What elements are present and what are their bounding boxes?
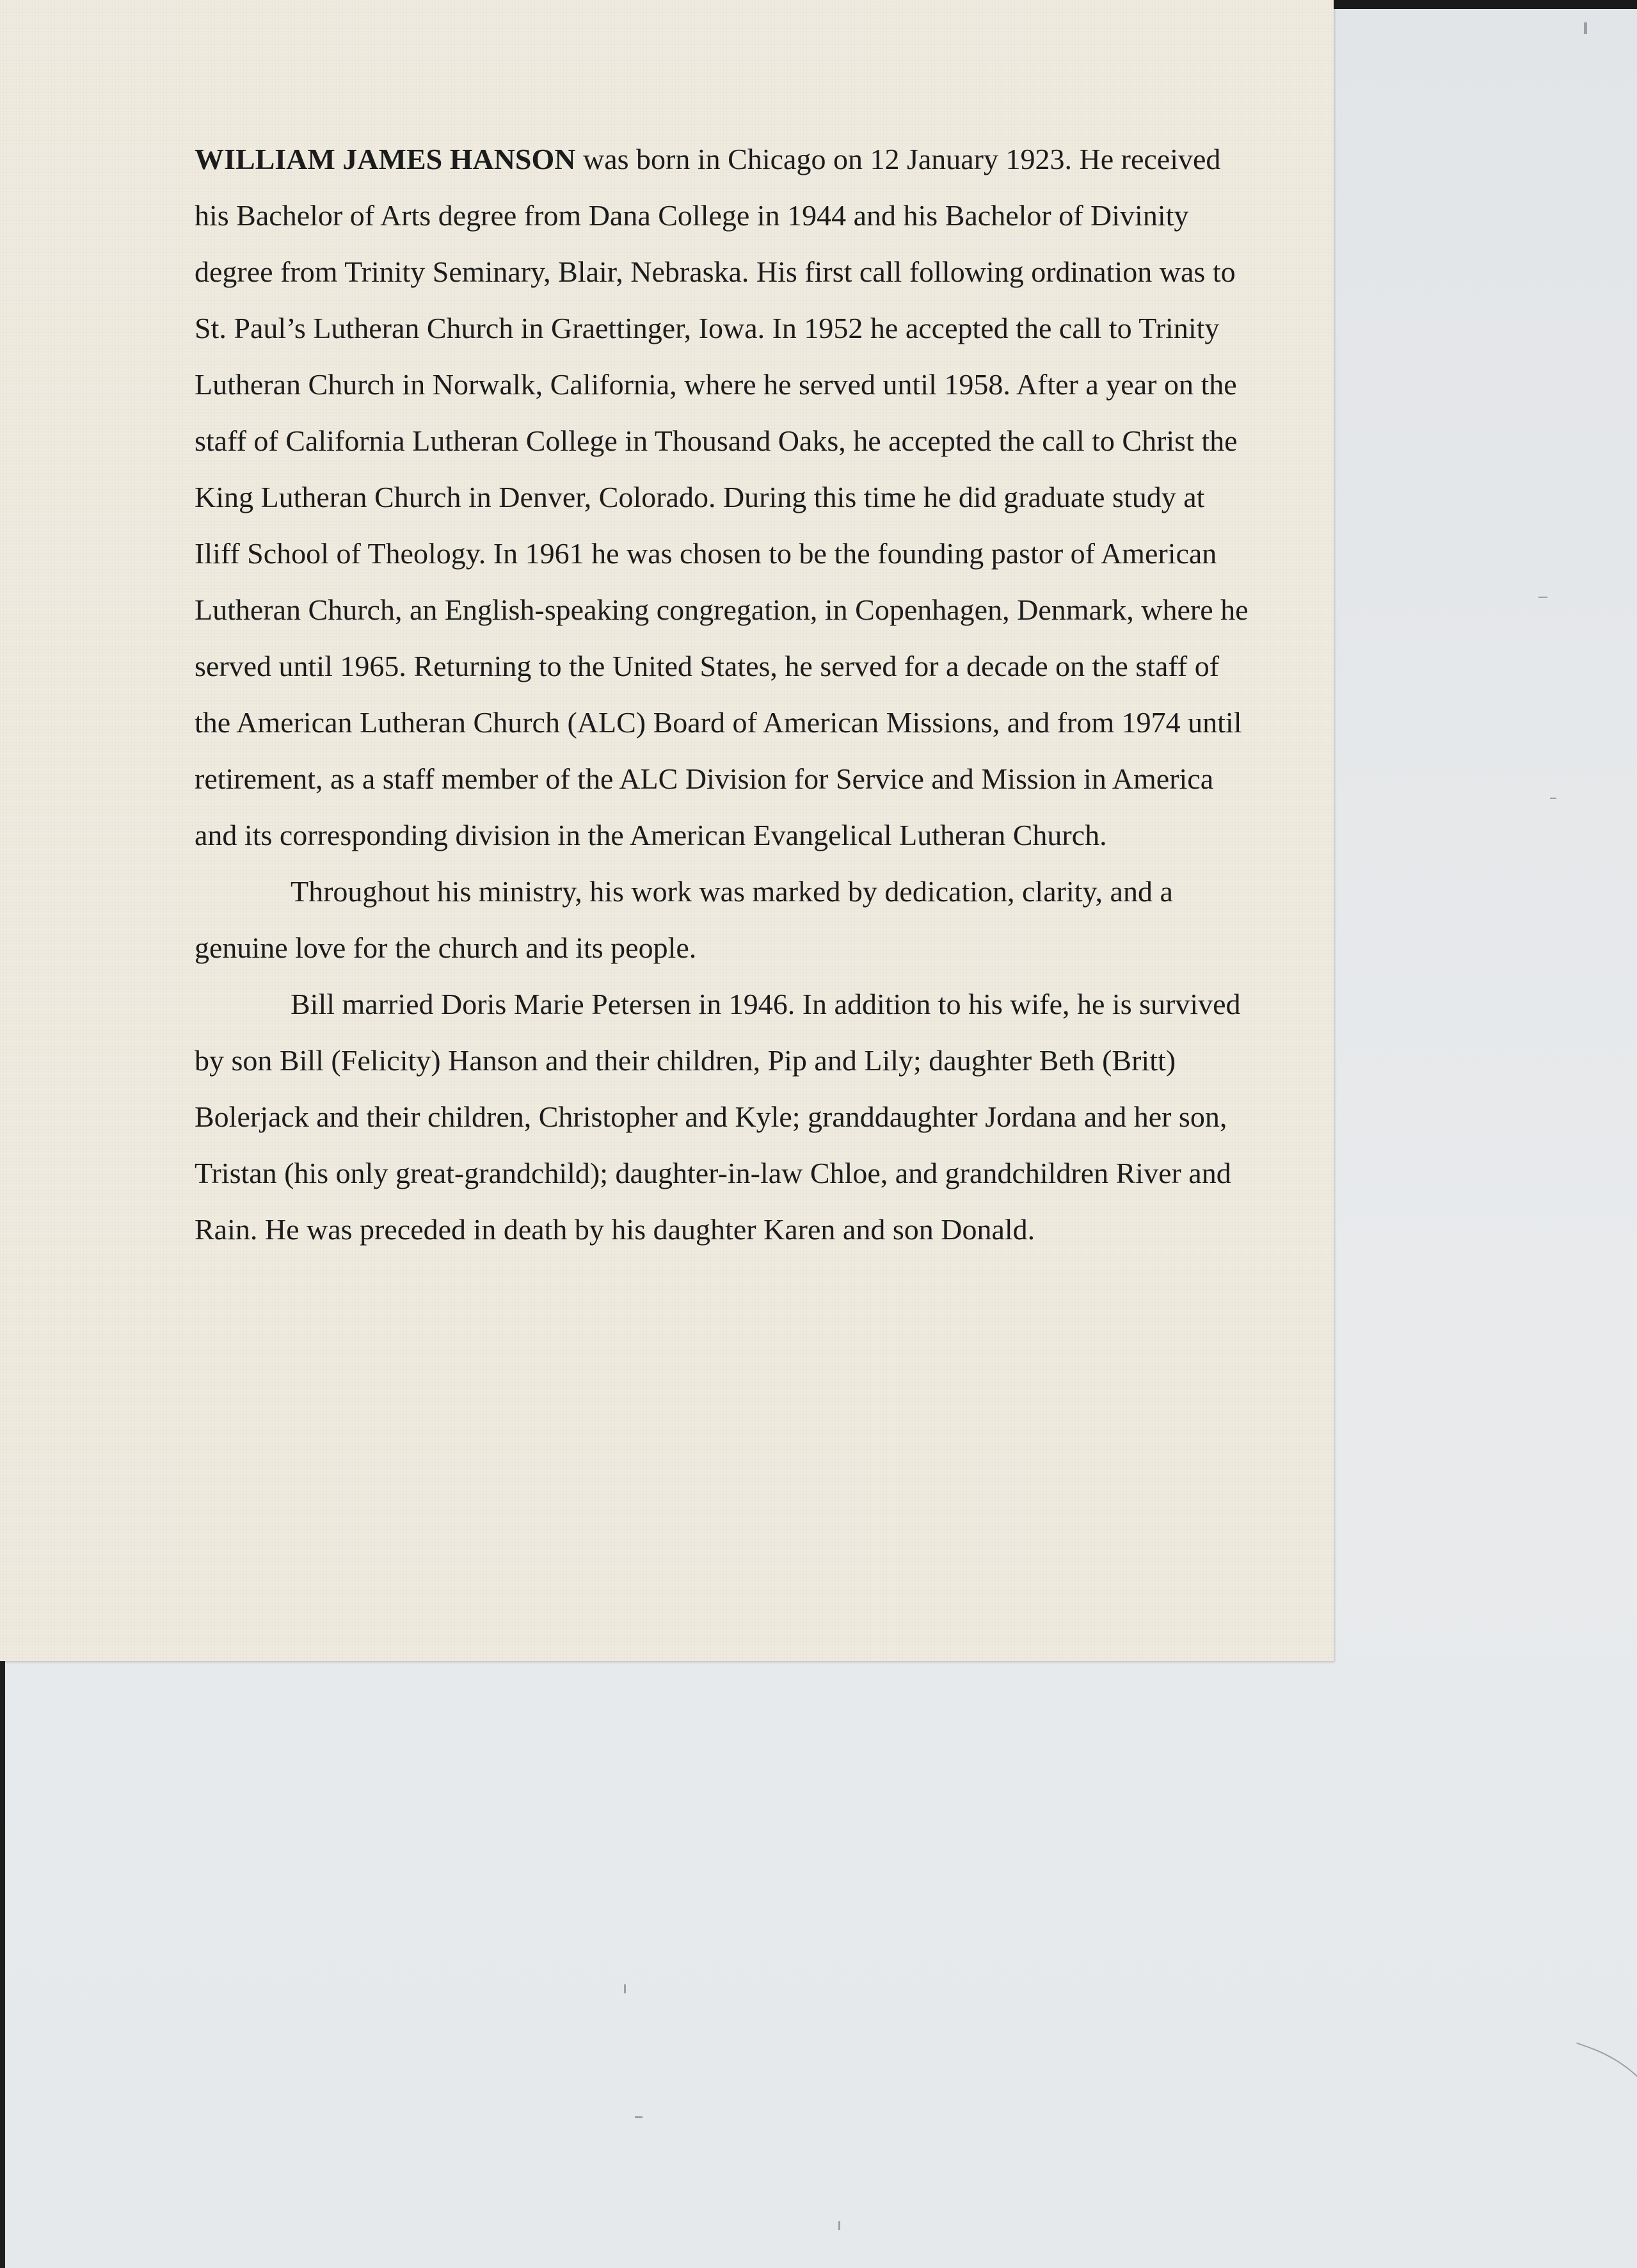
paragraph-2: Throughout his ministry, his work was marked by dedication, clarity, and a genuine love for the church and its people.	[195, 875, 1173, 964]
paragraph-3: Bill married Doris Marie Petersen in 1946. In addition to his wife, he is survived by son Bill (Felicity) Hanson and their children, Pip and Lily; daughter Beth (Britt) Bolerjack and their children, Christopher and Kyle; granddaughter Jordana and her son, Tristan (his only great-grandchild); daughter-in-law Chloe, and grandchildren River and Rain. He was preceded in death by his daughter Karen and son Donald.	[195, 988, 1241, 1246]
paragraph-1	[195, 131, 1257, 864]
scan-speck	[1538, 597, 1547, 598]
scan-speck	[838, 2221, 840, 2230]
scan-top-edge	[1325, 0, 1637, 9]
scan-speck	[1584, 22, 1587, 34]
scan-speck	[635, 2116, 643, 2118]
paragraph-1-text: was born in Chicago on 12 January 1923. He received his Bachelor of Arts degree from Dana College in 1944 and his Bachelor of Divinity degree from Trinity Seminary, Blair, Nebraska. His first call following ordination was to St. Paul’s Lutheran Church in Graettinger, Iowa. In 1952 he accepted the call to Trinity Lutheran Church in Norwalk, California, where he served until 1958. After a year on the staff of California Lutheran College in Thousand Oaks, he accepted the call to Christ the King Lutheran Church in Denver, Colorado. During this time he did graduate study at Iliff School of Theology. In 1961 he was chosen to be the founding pastor of American Lutheran Church, an English-speaking congregation, in Copenhagen, Denmark, where he served until 1965. Returning to the United States, he served for a decade on the staff of the American Lutheran Church (ALC) Board of American Missions, and from 1974 until retirement, as a staff member of the ALC Division for Service and Mission in America and its corresponding division in the American Evangelical Lutheran Church.	[195, 143, 1249, 851]
document-body	[195, 131, 1257, 1258]
person-name: WILLIAM JAMES HANSON	[195, 143, 576, 175]
scan-left-edge	[0, 1661, 5, 2268]
scan-speck	[624, 1984, 626, 1993]
scan-speck	[1550, 798, 1556, 799]
